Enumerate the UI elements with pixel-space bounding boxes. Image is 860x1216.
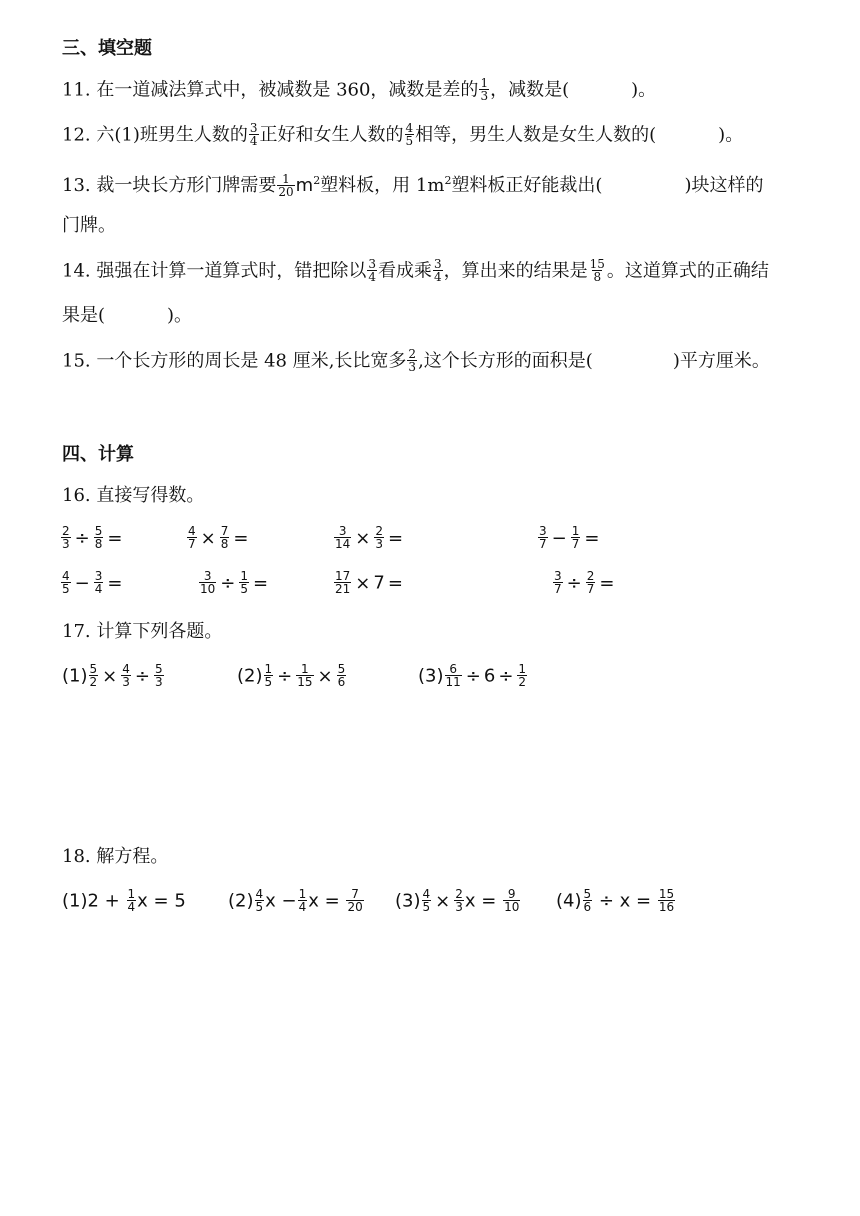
question-13-line2: 门牌。 [62,215,116,236]
fraction: $\frac{4}{5}$ [405,121,414,148]
question-15: 15. 一个长方形的周长是 48 厘米,长比宽多 $\frac{2}{3}$ ,这个长方形的面积是( )平方厘米。 [62,347,770,374]
q16-item-7: $\frac{17}{21}$ × 7 = [335,569,403,596]
q17-problem-1: (1) $\frac{5}{2}$ × $\frac{4}{3}$ ÷ $\frac{5}{3}$ [62,662,163,689]
fraction: $\frac{3}{4}$ [368,257,376,284]
fraction: $\frac{1}{20}$ [278,171,294,199]
question-11: 11. 在一道减法算式中，被减数是 360，减数是差的 $\frac{1}{3}$ ，减数是( )。 [62,76,657,103]
q11-text: 11. 在一道减法算式中，被减数是 360，减数是差的 [62,79,479,101]
q17-problem-3: (3) $\frac{6}{11}$ ÷ 6 ÷ $\frac{1}{2}$ [418,662,527,689]
fraction: $\frac{1}{3}$ [480,76,489,103]
question-12: 12. 六(1)班男生人数的 $\frac{3}{4}$ 正好和女生人数的 $\frac{4}{5}$ 相等，男生人数是女生人数的( )。 [62,121,744,148]
q16-item-4: $\frac{3}{7}$ − $\frac{1}{7}$ = [539,524,600,551]
question-14-line2: 果是( )。 [62,305,193,326]
q16-item-5: $\frac{4}{5}$ − $\frac{3}{4}$ = [62,569,123,596]
fraction: $\frac{3}{4}$ [249,121,258,148]
question-16-title: 16. 直接写得数。 [62,485,205,506]
fraction: $\frac{15}{8}$ [589,257,605,284]
q16-item-2: $\frac{4}{7}$ × $\frac{7}{8}$ = [188,524,249,551]
q18-equation-2: (2) $\frac{4}{5}$ x − $\frac{1}{4}$ x = $\frac{7}{20}$ [228,887,363,914]
q16-item-3: $\frac{3}{14}$ × $\frac{2}{3}$ = [335,524,404,551]
q18-equation-3: (3) $\frac{4}{5}$ × $\frac{2}{3}$ x = $\frac{9}{10}$ [395,887,520,914]
fraction: $\frac{2}{3}$ [408,347,417,374]
q16-item-1: $\frac{2}{3}$ ÷ $\frac{5}{8}$ = [62,524,123,551]
q17-problem-2: (2) $\frac{1}{5}$ ÷ $\frac{1}{15}$ × $\frac{5}{6}$ [237,662,346,689]
question-13: 13. 裁一块长方形门牌需要 $\frac{1}{20}$ $m^2$塑料板，用 $1m^2$塑料板正好能裁出( )块这样的 [62,171,764,199]
q16-item-6: $\frac{3}{10}$ ÷ $\frac{1}{5}$ = [200,569,269,596]
q18-equation-1: (1)2 + $\frac{1}{4}$ x = 5 [62,887,186,914]
q16-item-8: $\frac{3}{7}$ ÷ $\frac{2}{7}$ = [554,569,615,596]
section-title-fill-blank: 三、填空题 [62,38,152,59]
question-17-title: 17. 计算下列各题。 [62,621,223,642]
fraction: $\frac{3}{4}$ [434,257,442,284]
question-14: 14. 强强在计算一道算式时，错把除以 $\frac{3}{4}$ 看成乘 $\frac{3}{4}$ ，算出来的结果是 $\frac{15}{8}$ 。这道算式的正确结 [62,257,769,284]
section-title-calculation: 四、计算 [62,444,134,465]
q18-equation-4: (4) $\frac{5}{6}$ ÷ x = $\frac{15}{16}$ [556,887,675,914]
question-18-title: 18. 解方程。 [62,846,169,867]
